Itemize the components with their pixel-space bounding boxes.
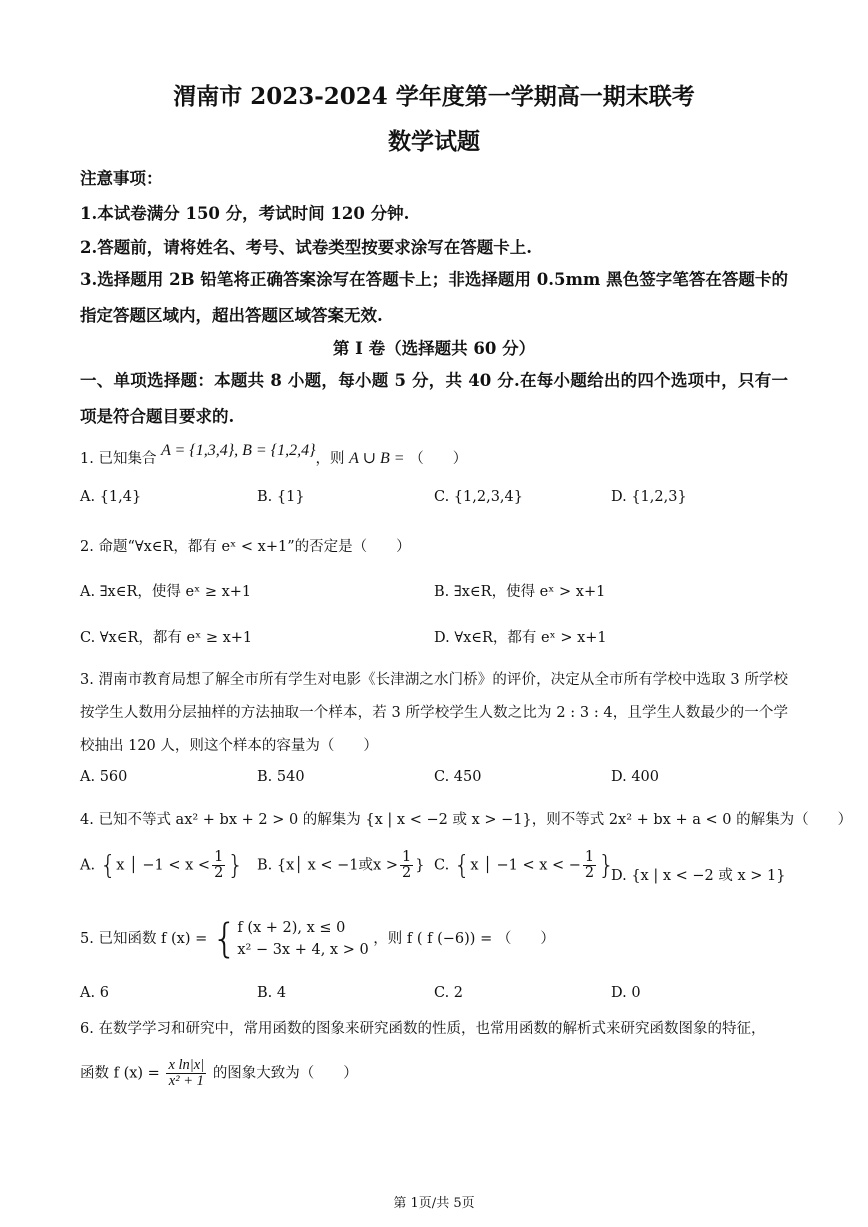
- q1-blank: （ ）: [409, 451, 468, 467]
- question-3: 3. 渭南市教育局想了解全市所有学生对电影《长津湖之水门桥》的评价，决定从全市所有学校中选取 3 所学校按学生人数用分层抽样的方法抽取一个样本，若 3 所学校学生人数之比为 2 : 3 : 4，且学生人数最少的一个学校抽出 120 人，则这个样本的容量为（ ）: [80, 672, 788, 754]
- q4-a-body: x │ −1 < x <: [116, 857, 211, 874]
- q5-case-2: x² − 3x + 4, x > 0: [237, 942, 369, 958]
- q3-option-d: D. 400: [611, 769, 660, 785]
- q4-option-b-body: B. {x│ x < −1或x >: [257, 857, 398, 874]
- notice-item-2: 2.答题前，请将姓名、考号、试卷类型按要求涂写在答题卡上.: [80, 238, 532, 257]
- q1-stem: 1. 已知集合: [80, 451, 157, 467]
- q1-then: ，则: [315, 451, 345, 467]
- q2-option-b: B. ∃x∈R，使得 eˣ > x+1: [434, 584, 606, 600]
- q1-option-a: A. {1,4}: [80, 489, 142, 505]
- q6-numerator: x ln|x|: [168, 1057, 205, 1073]
- question-1: [80, 442, 468, 468]
- q5-option-d: D. 0: [611, 985, 641, 1001]
- question-5: [80, 916, 555, 962]
- page-footer: 第 1页/共 5页: [393, 1196, 475, 1211]
- question-6-function: [80, 1058, 358, 1089]
- page-title: 渭南市 2023-2024 学年度第一学期高一期末联考: [173, 83, 695, 110]
- q4-c-body: x │ −1 < x < −: [470, 857, 581, 874]
- q3-option-b: B. 540: [257, 769, 305, 785]
- q1-option-b: B. {1}: [257, 489, 305, 505]
- q4-c-half: $\frac{1}{2}$: [584, 849, 595, 882]
- q3-option-a: A. 560: [80, 769, 128, 785]
- q6-fraction: [166, 1058, 206, 1089]
- q4-a-rbrace: }: [227, 850, 244, 881]
- q5-ask: ，则 f ( f (−6)) = （ ）: [373, 931, 555, 947]
- q4-c-rbrace: }: [598, 850, 615, 881]
- q4-c-lbrace: {: [453, 850, 471, 881]
- question-6: 6. 在数学学习和研究中，常用函数的图象来研究函数的性质，也常用函数的解析式来研究函数图象的特征，: [80, 1021, 766, 1037]
- q6-denominator: x² + 1: [168, 1073, 204, 1090]
- q4-option-d: D. {x | x < −2 或 x > 1}: [611, 868, 786, 884]
- q5-option-b: B. 4: [257, 985, 287, 1001]
- notice-heading: 注意事项：: [80, 169, 163, 188]
- page-subtitle: 数学试题: [388, 128, 480, 155]
- q2-option-d: D. ∀x∈R，都有 eˣ > x+1: [434, 630, 607, 646]
- notice-item-3: 3.选择题用 2B 铅笔将正确答案涂写在答题卡上；非选择题用 0.5mm 黑色签字笔答在答题卡的指定答题区域内，超出答题区域答案无效.: [80, 270, 788, 325]
- q4-a-lbrace: {: [99, 850, 117, 881]
- q4-b-half: $\frac{1}{2}$: [401, 849, 412, 882]
- question-4: 4. 已知不等式 ax² + bx + 2 > 0 的解集为 {x | x < −2 或 x > −1}，则不等式 2x² + bx + a < 0 的解集为（ ）: [80, 812, 853, 828]
- q2-option-a: A. ∃x∈R，使得 eˣ ≥ x+1: [80, 584, 252, 600]
- q5-option-c: C. 2: [434, 985, 464, 1001]
- q1-sets: A = {1,3,4}, B = {1,2,4}: [161, 442, 316, 459]
- q5-cases: [237, 917, 368, 961]
- q3-option-c: C. 450: [434, 769, 482, 785]
- q1-option-d: D. {1,2,3}: [611, 489, 687, 505]
- section-title: 第 I 卷（选择题共 60 分）: [332, 339, 536, 358]
- question-2: 2. 命题“∀x∈R，都有 eˣ < x+1”的否定是（ ）: [80, 539, 411, 555]
- q4-option-a: [80, 850, 244, 881]
- q5-case-1: f (x + 2), x ≤ 0: [237, 920, 346, 936]
- q4-option-b: B. {x│ x < −1或x > $\frac{1}{2}$ }: [257, 849, 425, 882]
- q1-union: A ∪ B =: [349, 450, 405, 467]
- q2-option-c: C. ∀x∈R，都有 eˣ ≥ x+1: [80, 630, 253, 646]
- q5-brace: {: [211, 916, 238, 962]
- part-one-instructions: 一、单项选择题：本题共 8 小题，每小题 5 分，共 40 分.在每小题给出的四个选项中，只有一项是符合题目要求的.: [80, 371, 788, 426]
- q4-option-a-label: A.: [80, 857, 96, 874]
- q6-ask: 的图象大致为（ ）: [212, 1065, 358, 1082]
- q5-stem: 5. 已知函数 f (x) =: [80, 931, 208, 947]
- q5-option-a: A. 6: [80, 985, 109, 1001]
- q4-a-half: $\frac{1}{2}$: [214, 849, 224, 882]
- notice-item-1: 1.本试卷满分 150 分，考试时间 120 分钟.: [80, 204, 410, 223]
- q1-option-c: C. {1,2,3,4}: [434, 489, 523, 505]
- q4-option-c-label: C.: [434, 857, 450, 874]
- q4-option-c: [434, 850, 615, 881]
- q6-stem2: 函数 f (x) =: [80, 1065, 160, 1082]
